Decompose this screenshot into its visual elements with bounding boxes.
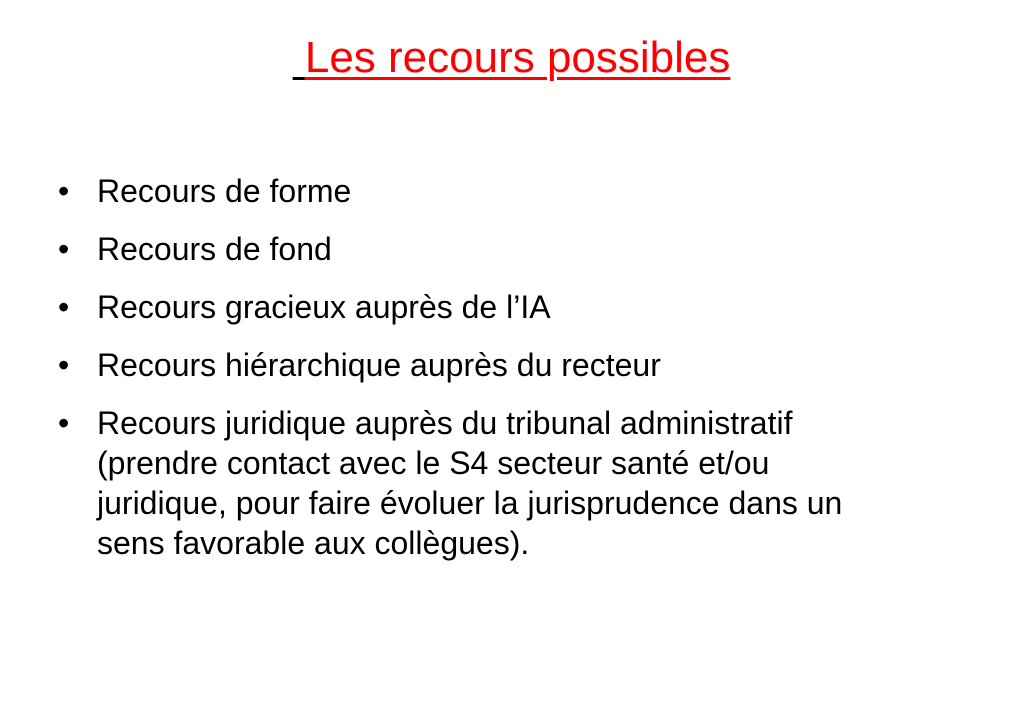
bullet-text: Recours de forme bbox=[97, 173, 352, 209]
title-leading-space bbox=[293, 33, 305, 82]
bullet-text: Recours hiérarchique auprès du recteur bbox=[97, 347, 661, 383]
bullet-item-recours-hierarchique bbox=[58, 345, 958, 385]
bullet-item-recours-fond bbox=[58, 229, 958, 269]
bullet-text: Recours de fond bbox=[97, 231, 332, 267]
slide-title bbox=[0, 30, 1023, 86]
bullet-icon: • bbox=[58, 347, 70, 383]
bullet-item-recours-gracieux bbox=[58, 287, 958, 327]
bullet-list bbox=[58, 171, 958, 581]
bullet-text: Recours gracieux auprès de l’IA bbox=[97, 289, 551, 325]
bullet-icon: • bbox=[58, 405, 70, 441]
title-text: Les recours possibles bbox=[304, 33, 731, 82]
bullet-icon: • bbox=[58, 173, 70, 209]
bullet-text: Recours juridique auprès du tribunal administratif (prendre contact avec le S4 secteur santé et/ou juridique, pour faire évoluer la jurisprudence dans un sens favorable aux collègues). bbox=[97, 405, 843, 561]
bullet-icon: • bbox=[58, 289, 70, 325]
bullet-item-recours-juridique bbox=[58, 403, 958, 563]
bullet-icon: • bbox=[58, 231, 70, 267]
bullet-item-recours-forme bbox=[58, 171, 958, 211]
